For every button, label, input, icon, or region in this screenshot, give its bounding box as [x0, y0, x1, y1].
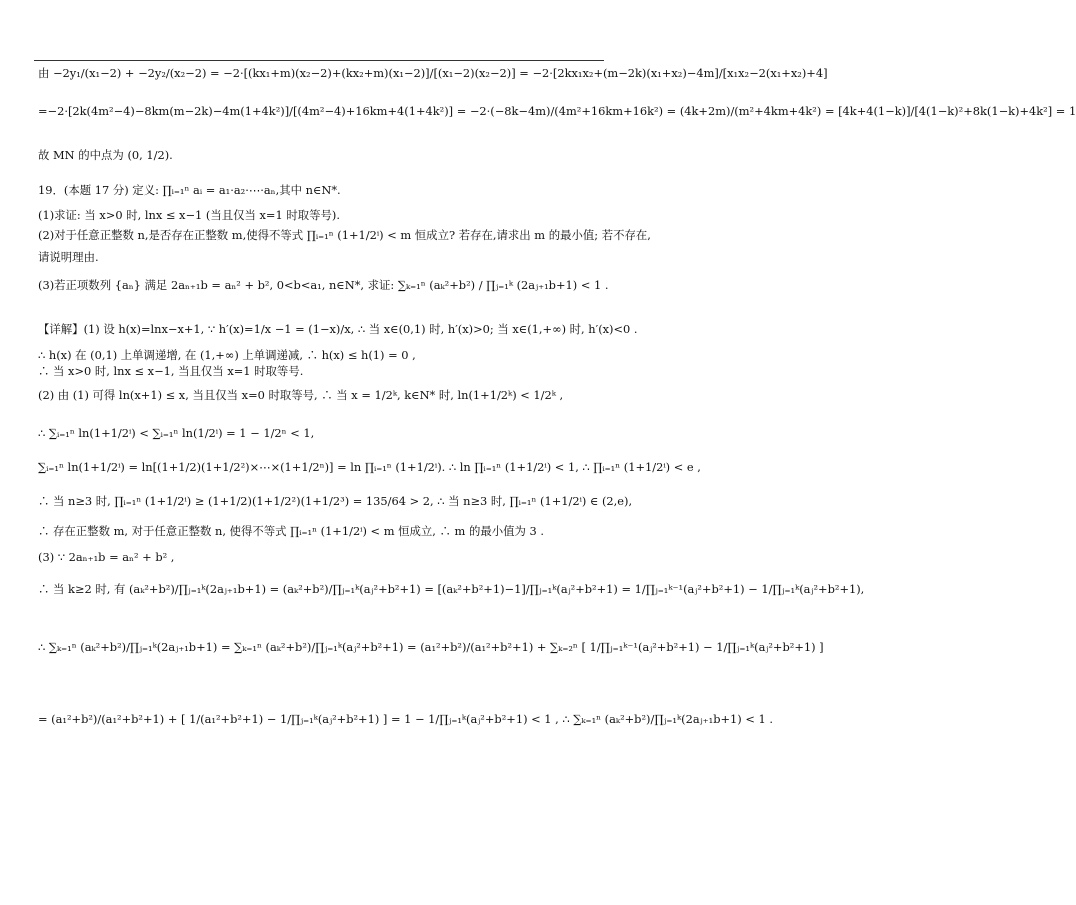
solution-part-1-line-2: ∴ h(x) 在 (0,1) 上单调递增, 在 (1,+∞) 上单调递减, ∴ h(x) ≤ h(1) = 0 ,: [38, 348, 416, 362]
midpoint-conclusion: 故 MN 的中点为 (0, 1/2).: [38, 148, 173, 162]
problem-19-part-2-cont: 请说明理由.: [38, 250, 99, 264]
solution-part-3-line-4: = (a₁²+b²)/(a₁²+b²+1) + [ 1/(a₁²+b²+1) − 1/∏ⱼ₌₁ᵏ(aⱼ²+b²+1) ] = 1 − 1/∏ⱼ₌₁ᵏ(aⱼ²+b²+1) < 1 , ∴ ∑ₖ₌₁ⁿ (aₖ²+b²)/∏ⱼ₌₁ᵏ(2aⱼ₊₁b+1) < 1 .: [38, 712, 774, 726]
solution-part-2-line-5: ∴ 存在正整数 m, 对于任意正整数 n, 使得不等式 ∏ᵢ₌₁ⁿ (1+1/2ⁱ) < m 恒成立, ∴ m 的最小值为 3 .: [38, 524, 545, 538]
problem-19-definition: 19．(本题 17 分) 定义: ∏ᵢ₌₁ⁿ aᵢ = a₁·a₂·⋯·aₙ,其中 n∈N*.: [38, 183, 341, 197]
solution-part-1-line-3: ∴ 当 x>0 时, lnx ≤ x−1, 当且仅当 x=1 时取等号.: [38, 364, 304, 378]
problem-19-part-2: (2)对于任意正整数 n,是否存在正整数 m,使得不等式 ∏ᵢ₌₁ⁿ (1+1/2ⁱ) < m 恒成立? 若存在,请求出 m 的最小值; 若不存在,: [38, 228, 651, 242]
solution-part-1-line-1: 【详解】(1) 设 h(x)=lnx−x+1, ∵ h′(x)=1/x −1 = (1−x)/x, ∴ 当 x∈(0,1) 时, h′(x)>0; 当 x∈(1,+∞) 时, h′(x)<0 .: [38, 322, 638, 336]
solution-part-2-line-2: ∴ ∑ᵢ₌₁ⁿ ln(1+1/2ⁱ) < ∑ᵢ₌₁ⁿ ln(1/2ⁱ) = 1 − 1/2ⁿ < 1,: [38, 426, 315, 440]
solution-part-3-line-2: ∴ 当 k≥2 时, 有 (aₖ²+b²)/∏ⱼ₌₁ᵏ(2aⱼ₊₁b+1) = (aₖ²+b²)/∏ⱼ₌₁ᵏ(aⱼ²+b²+1) = [(aₖ²+b²+1)−1]/∏ⱼ₌₁ᵏ(aⱼ²+b²+1) = 1/∏ⱼ₌₁ᵏ⁻¹(aⱼ²+b²+1) − 1/∏ⱼ₌₁ᵏ(aⱼ²+b²+1),: [38, 582, 865, 596]
solution-part-3-line-3: ∴ ∑ₖ₌₁ⁿ (aₖ²+b²)/∏ⱼ₌₁ᵏ(2aⱼ₊₁b+1) = ∑ₖ₌₁ⁿ (aₖ²+b²)/∏ⱼ₌₁ᵏ(aⱼ²+b²+1) = (a₁²+b²)/(a₁²+b²+1) + ∑ₖ₌₂ⁿ [ 1/∏ⱼ₌₁ᵏ⁻¹(aⱼ²+b²+1) − 1/∏ⱼ₌₁ᵏ(aⱼ²+b²+1) ]: [38, 640, 824, 654]
top-rule: [34, 60, 604, 61]
derivation-line-2: =−2·[2k(4m²−4)−8km(m−2k)−4m(1+4k²)]/[(4m²−4)+16km+4(1+4k²)] = −2·(−8k−4m)/(4m²+16km+16k²) = (4k+2m)/(m²+4km+4k²) = [4k+4(1−k)]/[4(1−k)²+8k(1−k)+4k²] = 1: [38, 104, 1076, 118]
solution-part-2-line-4: ∴ 当 n≥3 时, ∏ᵢ₌₁ⁿ (1+1/2ⁱ) ≥ (1+1/2)(1+1/2²)(1+1/2³) = 135/64 > 2, ∴ 当 n≥3 时, ∏ᵢ₌₁ⁿ (1+1/2ⁱ) ∈ (2,e),: [38, 494, 633, 508]
solution-part-2-line-1: (2) 由 (1) 可得 ln(x+1) ≤ x, 当且仅当 x=0 时取等号, ∴ 当 x = 1/2ᵏ, k∈N* 时, ln(1+1/2ᵏ) < 1/2ᵏ ,: [38, 388, 564, 402]
problem-19-part-1: (1)求证: 当 x>0 时, lnx ≤ x−1 (当且仅当 x=1 时取等号).: [38, 208, 340, 222]
solution-part-3-line-1: (3) ∵ 2aₙ₊₁b = aₙ² + b² ,: [38, 550, 175, 564]
derivation-line-1: 由 −2y₁/(x₁−2) + −2y₂/(x₂−2) = −2·[(kx₁+m)(x₂−2)+(kx₂+m)(x₁−2)]/[(x₁−2)(x₂−2)] = −2·[2kx₁x₂+(m−2k)(x₁+x₂)−4m]/[x₁x₂−2(x₁+x₂)+4]: [38, 66, 828, 80]
problem-19-part-3: (3)若正项数列 {aₙ} 满足 2aₙ₊₁b = aₙ² + b², 0<b<a₁, n∈N*, 求证: ∑ₖ₌₁ⁿ (aₖ²+b²) / ∏ⱼ₌₁ᵏ (2aⱼ₊₁b+1) < 1 .: [38, 278, 609, 292]
solution-part-2-line-3: ∑ᵢ₌₁ⁿ ln(1+1/2ⁱ) = ln[(1+1/2)(1+1/2²)×⋯×(1+1/2ⁿ)] = ln ∏ᵢ₌₁ⁿ (1+1/2ⁱ). ∴ ln ∏ᵢ₌₁ⁿ (1+1/2ⁱ) < 1, ∴ ∏ᵢ₌₁ⁿ (1+1/2ⁱ) < e ,: [38, 460, 701, 474]
